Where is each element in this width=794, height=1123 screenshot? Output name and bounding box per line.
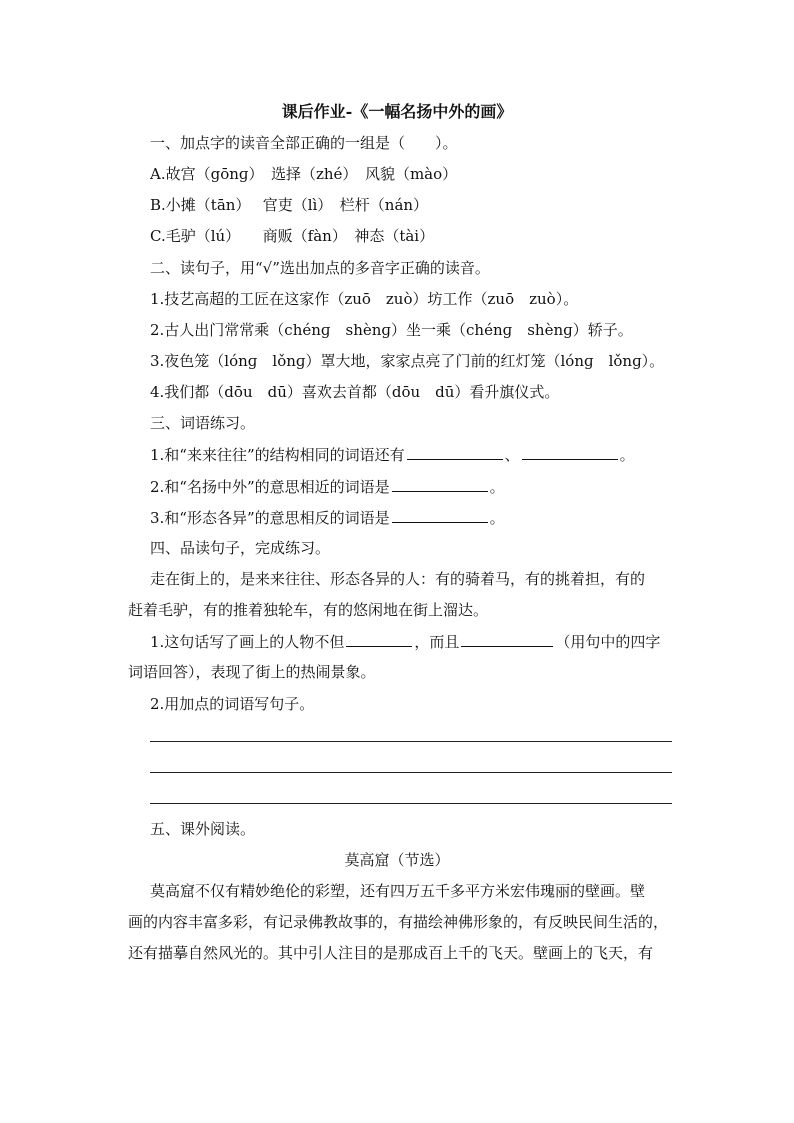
q4-question-1 — [150, 631, 660, 652]
q3-item-2-text: 2.和“名扬中外”的意思相近的词语是 — [150, 478, 390, 496]
q3-item-1 — [150, 444, 635, 465]
reading-paragraph-line-2: 画的内容丰富多彩，有记录佛教故事的，有描绘神佛形象的，有反映民间生活的， — [128, 913, 669, 931]
q2-sentence-2: 2.古人出门常常乘（chénɡ shènɡ）坐一乘（chénɡ shènɡ）轿子。 — [150, 321, 633, 339]
answer-blank[interactable] — [407, 444, 503, 460]
q2-sentence-1: 1.技艺高超的工匠在这家作（zuō zuò）坊工作（zuō zuò）。 — [150, 290, 579, 308]
q3-item-3-text: 3.和“形态各异”的意思相反的词语是 — [150, 509, 390, 527]
page-title: 课后作业-《一幅名扬中外的画》 — [281, 102, 513, 121]
q4-heading: 四、品读句子，完成练习。 — [150, 539, 331, 557]
q5-heading: 五、课外阅读。 — [150, 820, 256, 838]
q3-item-3 — [150, 507, 505, 528]
q1-option-b: B.小摊（tān） 官吏（lì） 栏杆（nán） — [150, 196, 429, 214]
q4-question-1-line-2: 词语回答），表现了街上的热闹景象。 — [128, 663, 376, 681]
q4-passage-line-1: 走在街上的，是来来往往、形态各异的人：有的骑着马，有的挑着担，有的 — [150, 570, 646, 588]
q1-option-c: C.毛驴（lú） 商贩（fàn） 神态（tài） — [150, 227, 435, 245]
q3-item-2 — [150, 476, 505, 497]
answer-line[interactable] — [150, 741, 672, 742]
q4-passage-line-2: 赶着毛驴，有的推着独轮车，有的悠闲地在街上溜达。 — [128, 601, 489, 619]
q1-option-a: A.故宫（gōnɡ） 选择（zhé） 风貌（mào） — [150, 165, 458, 183]
q4-question-2: 2.用加点的词语写句子。 — [150, 695, 315, 713]
reading-paragraph-line-1: 莫高窟不仅有精妙绝伦的彩塑，还有四万五千多平方米宏伟瑰丽的壁画。壁 — [150, 882, 646, 900]
q2-sentence-3: 3.夜色笼（lónɡ lǒnɡ）罩大地，家家点亮了门前的红灯笼（lónɡ lǒnɡ）。 — [150, 352, 665, 370]
q3-item-1-text: 1.和“来来往往”的结构相同的词语还有 — [150, 446, 405, 464]
q4-question-1-mid: ，而且 — [414, 633, 460, 651]
answer-line[interactable] — [150, 772, 672, 773]
answer-blank[interactable] — [461, 631, 553, 647]
reading-title: 莫高窟（节选） — [344, 851, 450, 869]
q3-item-3-end: 。 — [489, 509, 505, 527]
answer-blank[interactable] — [522, 444, 618, 460]
answer-blank[interactable] — [392, 507, 488, 523]
answer-blank[interactable] — [392, 476, 488, 492]
q4-question-1-post: （用句中的四字 — [555, 633, 661, 651]
q4-question-1-text: 1.这句话写了画上的人物不但 — [150, 633, 345, 651]
q3-heading: 三、词语练习。 — [150, 414, 256, 432]
q1-heading: 一、加点字的读音全部正确的一组是（ ）。 — [150, 134, 458, 152]
q3-item-2-end: 。 — [489, 478, 505, 496]
q3-item-1-end: 。 — [619, 446, 635, 464]
reading-paragraph-line-3: 还有描摹自然风光的。其中引人注目的是那成百上千的飞天。壁画上的飞天，有 — [128, 944, 654, 962]
q2-heading: 二、读句子，用“√”选出加点的多音字正确的读音。 — [150, 259, 490, 277]
answer-blank[interactable] — [346, 631, 412, 647]
q2-sentence-4: 4.我们都（dōu dū）喜欢去首都（dōu dū）看升旗仪式。 — [150, 383, 560, 401]
q3-item-1-separator: 、 — [504, 446, 520, 464]
answer-line[interactable] — [150, 803, 672, 804]
